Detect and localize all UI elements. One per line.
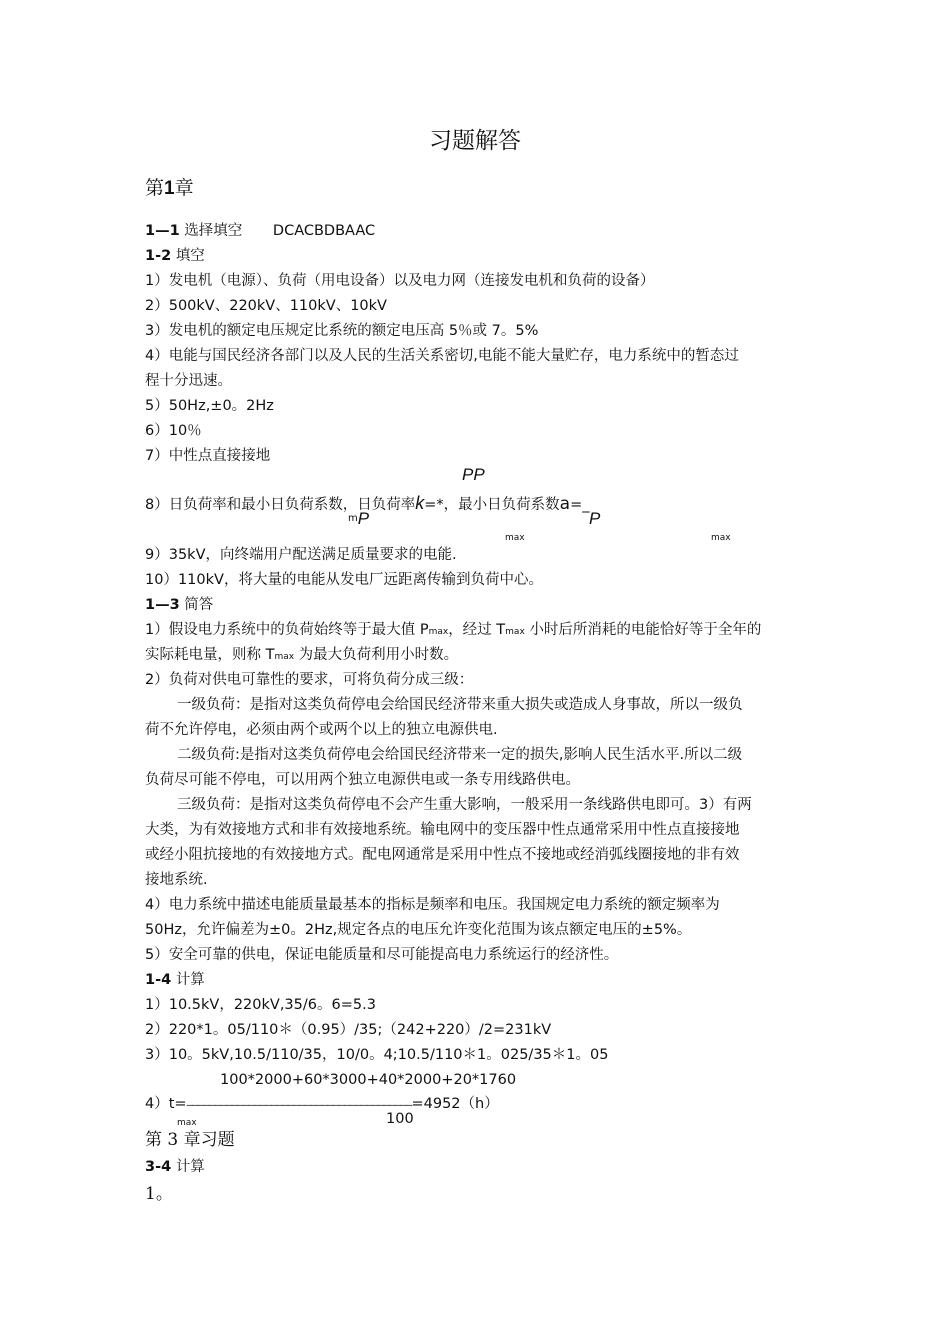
page-title: 习题解答 bbox=[429, 128, 521, 154]
calc-4-max-subscript: max bbox=[177, 1118, 197, 1128]
formula-max-subscript-2: max bbox=[711, 533, 731, 543]
formula-k-symbol: k bbox=[415, 493, 425, 513]
calc-4-denominator: 100 bbox=[386, 1111, 414, 1127]
formula-m-superscript: m bbox=[348, 513, 358, 524]
short-answer-1a-part3: 小时后所消耗的电能恰好等于全年的 bbox=[524, 622, 762, 638]
section-3-4-label: 3-4 bbox=[145, 1159, 172, 1175]
section-1-4-title: 计算 bbox=[175, 972, 205, 988]
section-1-1-label: 1—1 bbox=[145, 223, 180, 239]
short-answer-2-level1a: 一级负荷：是指对这类负荷停电会给国民经济带来重大损失或造成人身事故，所以一级负 bbox=[177, 697, 743, 713]
section-1-1-answers: DCACBDBAAC bbox=[272, 223, 376, 239]
fill-answer-4b: 程十分迅速。 bbox=[145, 373, 232, 389]
short-answer-2-level2a: 二级负荷:是指对这类负荷停电会给国民经济带来一定的损失,影响人民生活水平.所以二级 bbox=[177, 747, 743, 763]
fill-answer-5: 5）50Hz,±0。2Hz bbox=[145, 398, 274, 414]
short-answer-1a-sub1: max bbox=[428, 627, 449, 637]
section-3-4-title: 计算 bbox=[175, 1159, 205, 1175]
chapter-1-number: 1 bbox=[164, 178, 175, 199]
section-1-4 bbox=[145, 970, 205, 990]
short-answer-5: 5）安全可靠的供电，保证电能质量和尽可能提高电力系统运行的经济性。 bbox=[145, 947, 619, 963]
short-answer-2-level3b: 大类，为有效接地方式和非有效接地系统。输电网中的变压器中性点通常采用中性点直接接地 bbox=[145, 822, 740, 838]
short-answer-1b-sub: max bbox=[274, 652, 295, 662]
section-1-1 bbox=[145, 221, 375, 241]
formula-p-symbol-1: P bbox=[357, 509, 370, 528]
calc-answer-2: 2）220*1。05/110＊（0.95）/35;（242+220）/2=231kV bbox=[145, 1022, 552, 1038]
short-answer-1a-sub2: max bbox=[505, 627, 525, 637]
formula-p-symbol-2: P bbox=[589, 509, 601, 528]
calc-4-rhs: =4952（h） bbox=[411, 1096, 499, 1112]
calc-answer-1: 1）10.5kV，220kV,35/6。6=5.3 bbox=[145, 997, 376, 1013]
short-answer-1a-part2: ，经过 T bbox=[448, 622, 506, 638]
short-answer-2-level2b: 负荷尽可能不停电，可以用两个独立电源供电或一条专用线路供电。 bbox=[145, 772, 580, 788]
section-3-4 bbox=[145, 1157, 205, 1177]
calc-answer-4 bbox=[145, 1094, 499, 1115]
short-answer-1b-part2: 为最大负荷利用小时数。 bbox=[294, 647, 459, 663]
section-1-3 bbox=[145, 595, 213, 615]
section-1-2 bbox=[145, 246, 205, 266]
fill-answer-8-mid: =*，最小日负荷系数 bbox=[424, 497, 560, 513]
formula-numerator-pp: PP bbox=[462, 465, 485, 484]
chapter-1-heading bbox=[145, 178, 194, 199]
calc-4-lhs: 4）t= bbox=[145, 1096, 187, 1112]
short-answer-1b bbox=[145, 645, 458, 667]
fill-answer-4a: 4）电能与国民经济各部门以及人民的生活关系密切,电能不能大量贮存，电力系统中的暂态过 bbox=[145, 348, 739, 364]
short-answer-2-level1b: 荷不允许停电，必须由两个或两个以上的独立电源供电. bbox=[145, 722, 498, 738]
short-answer-4b: 50Hz，允许偏差为±0。2Hz,规定各点的电压允许变化范围为该点额定电压的±5%。 bbox=[145, 922, 692, 938]
short-answer-4a: 4）电力系统中描述电能质量最基本的指标是频率和电压。我国规定电力系统的额定频率为 bbox=[145, 897, 720, 913]
short-answer-1a-part1: 1）假设电力系统中的负荷始终等于最大值 P bbox=[145, 622, 429, 638]
chapter-3-heading: 第 3 章习题 bbox=[145, 1130, 235, 1150]
chapter-1-prefix: 第 bbox=[145, 177, 165, 199]
short-answer-1a bbox=[145, 620, 761, 642]
fill-answer-6: 6）10％ bbox=[145, 423, 202, 439]
section-1-2-title: 填空 bbox=[175, 248, 205, 264]
formula-max-subscript-1: max bbox=[505, 533, 525, 543]
section-1-1-title: 选择填空 bbox=[184, 223, 243, 239]
fill-answer-10: 10）110kV，将大量的电能从发电厂远距离传输到负荷中心。 bbox=[145, 572, 543, 588]
short-answer-2-level3d: 接地系统. bbox=[145, 872, 208, 888]
fill-answer-2: 2）500kV、220kV、110kV、10kV bbox=[145, 298, 387, 314]
formula-denominator-mp bbox=[348, 509, 369, 530]
fill-answer-8-end: =_ bbox=[570, 497, 590, 513]
section-1-3-title: 简答 bbox=[184, 597, 214, 613]
chapter-1-suffix: 章 bbox=[174, 177, 194, 199]
fill-answer-1: 1）发电机（电源）、负荷（用电设备）以及电力网（连接发电机和负荷的设备） bbox=[145, 273, 655, 289]
chapter-3-item-1: 1。 bbox=[145, 1184, 173, 1204]
fill-answer-8-text: 8）日负荷率和最小日负荷系数，日负荷率 bbox=[145, 497, 416, 513]
short-answer-2-level3a: 三级负荷：是指对这类负荷停电不会产生重大影响，一般采用一条线路供电即可。3）有两 bbox=[177, 797, 752, 813]
fill-answer-3: 3）发电机的额定电压规定比系统的额定电压高 5％或 7。5% bbox=[145, 323, 539, 339]
fill-answer-9: 9）35kV，向终端用户配送满足质量要求的电能. bbox=[145, 547, 457, 563]
section-1-2-label: 1-2 bbox=[145, 248, 172, 264]
formula-a-symbol: a bbox=[559, 494, 571, 514]
calc-4-fraction-bar: ———————————————————————————————————————— bbox=[186, 1098, 412, 1111]
calc-answer-3: 3）10。5kV,10.5/110/35，10/0。4;10.5/110＊1。025/35＊1。05 bbox=[145, 1047, 609, 1063]
fill-answer-7: 7）中性点直接接地 bbox=[145, 448, 271, 464]
section-1-4-label: 1-4 bbox=[145, 972, 172, 988]
short-answer-2: 2）负荷对供电可靠性的要求，可将负荷分成三级： bbox=[145, 672, 474, 688]
calc-4-numerator: 100*2000+60*3000+40*2000+20*1760 bbox=[220, 1072, 517, 1088]
short-answer-1b-part1: 实际耗电量，则称 T bbox=[145, 647, 275, 663]
section-1-3-label: 1—3 bbox=[145, 597, 180, 613]
short-answer-2-level3c: 或经小阻抗接地的有效接地方式。配电网通常是采用中性点不接地或经消弧线圈接地的非有效 bbox=[145, 847, 740, 863]
